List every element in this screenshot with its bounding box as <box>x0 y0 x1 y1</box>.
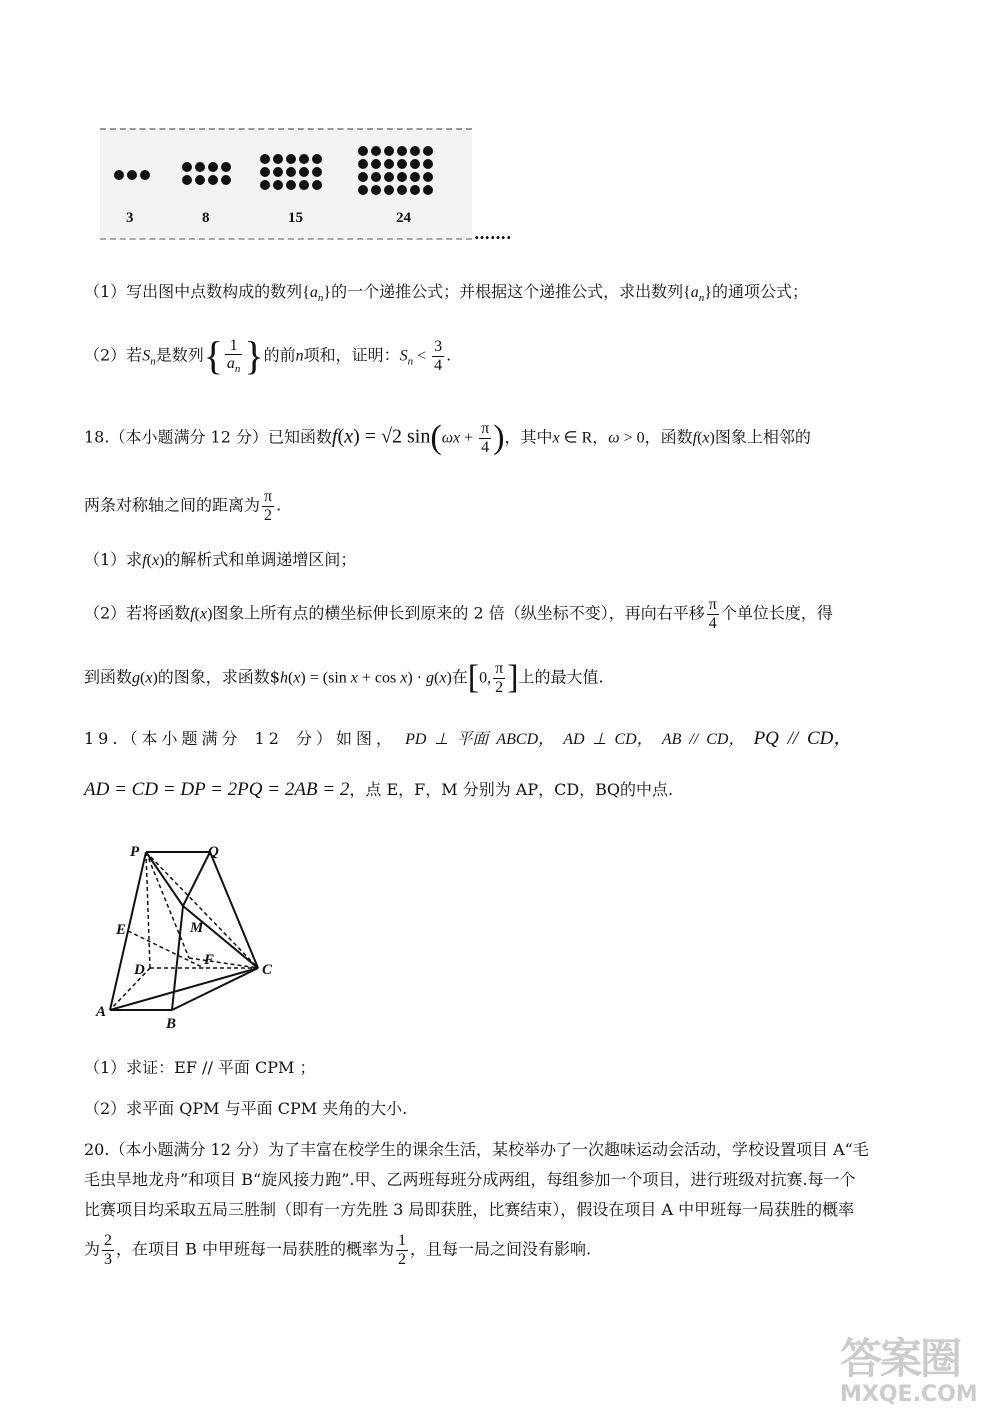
q18-p1-text: （1）求 <box>84 550 143 569</box>
fraction-pi-4: $\frac{\pi}{4}$ <box>708 596 717 632</box>
interval-start: 0, <box>479 669 492 687</box>
q19-part1: （1）求证：EF // 平面 CPM ； <box>84 1058 316 1077</box>
q19-line1 <box>84 727 852 752</box>
q17-part1: （1）写出图中点数构成的数列$\{a_n\}$的一个递推公式；并根据这个递推公式，求出数列$\{a_n\}$的通项公式； <box>84 282 808 304</box>
pattern-dot <box>384 146 394 156</box>
vertex-label: P <box>130 844 140 860</box>
pyramid-figure <box>90 836 290 1030</box>
pattern-dot <box>397 159 407 169</box>
fraction-2-3: $\frac{2}{3}$ <box>104 1232 113 1268</box>
dot-count-label: 8 <box>202 210 210 226</box>
sequence-a: a <box>309 284 318 301</box>
q19-condition: PQ // CD， <box>753 728 853 749</box>
dot-count-label: 3 <box>126 210 134 226</box>
q18-text: ，函数 <box>644 427 693 447</box>
pattern-dot <box>286 180 296 190</box>
q19-condition: AB // CD， <box>661 731 745 748</box>
dot-count-label: 15 <box>288 210 303 226</box>
vertex-label: F <box>204 952 215 968</box>
pattern-dot <box>114 170 124 180</box>
vertex-label: E <box>116 922 127 938</box>
q18-p2-text: （2）若将函数 <box>84 603 191 623</box>
vertex-label: B <box>166 1016 177 1030</box>
pattern-dot <box>260 167 270 177</box>
pattern-dot <box>195 175 205 185</box>
q18-text: 两条对称轴之间的距离为 <box>84 495 261 515</box>
pattern-dot <box>140 170 150 180</box>
q20-line1: 20.（本小题满分 12 分）为了丰富在校学生的课余生活，某校举办了一次趣味运动会活动，学校设置项目 A“毛 <box>84 1140 869 1159</box>
q18-p3-text: 的图象，求函数$ <box>157 667 280 687</box>
pattern-dot <box>410 159 420 169</box>
pattern-dot <box>371 146 381 156</box>
pattern-dot <box>358 172 368 182</box>
pattern-dot <box>358 159 368 169</box>
pattern-dot <box>182 162 192 172</box>
fraction-pi-4: $\frac{\pi}{4}$ <box>481 420 490 456</box>
vertex-label: D <box>134 962 145 978</box>
pattern-dot <box>195 162 205 172</box>
q17-p2-text: 项和，证明： <box>303 345 400 365</box>
q19-equation: AD = CD = DP = 2PQ = 2AB = 2 <box>84 779 350 800</box>
pattern-dot <box>286 154 296 164</box>
pattern-dot <box>397 185 407 195</box>
ellipsis: ……. <box>474 224 512 243</box>
subscript-n: n <box>317 292 324 304</box>
sum-S: S <box>142 347 151 365</box>
q19-text: ，点 E，F，M 分别为 AP，CD，BQ的中点. <box>349 780 674 799</box>
q18-part2: （2）若将函数f(x)图象上所有点的横坐标伸长到原来的 2 倍（纵坐标不变），再向右平移 $\frac{\pi}{4}$ 个单位长度，得 <box>84 596 833 632</box>
q18-text: ，其中 <box>504 427 553 447</box>
fraction-pi-2: $\frac{\pi}{2}$ <box>495 660 504 696</box>
pattern-dot <box>423 185 433 195</box>
pattern-dot <box>299 180 309 190</box>
pattern-dot <box>312 167 322 177</box>
q20-line2: 毛虫旱地龙舟”和项目 B“旋风接力跑”.甲、乙两班每班分成两组，每组参加一个项目，进行班级对抗赛.每一个 <box>84 1170 856 1189</box>
q17-p2-text: （2）若 <box>84 345 143 365</box>
q17-p2-text: 的前 <box>263 345 296 365</box>
pattern-dot <box>358 185 368 195</box>
pattern-dot <box>358 146 368 156</box>
variable-n: n <box>295 347 304 365</box>
pattern-dot <box>208 162 218 172</box>
pattern-dot <box>371 185 381 195</box>
q18-head: 18.（本小题满分 12 分）已知函数 <box>84 427 332 447</box>
pattern-dot <box>423 159 433 169</box>
pattern-dot <box>286 167 296 177</box>
pattern-dot <box>299 154 309 164</box>
pattern-dot <box>410 172 420 182</box>
pattern-dot <box>299 167 309 177</box>
pattern-dot <box>182 175 192 185</box>
q19-line2 <box>84 778 673 802</box>
pattern-dot <box>384 185 394 195</box>
vertex-label: M <box>190 920 204 936</box>
vertex-label: C <box>262 962 273 978</box>
fraction-pi-2: $\frac{\pi}{2}$ <box>264 488 273 524</box>
q19-part2: （2）求平面 QPM 与平面 CPM 夹角的大小. <box>84 1099 408 1118</box>
pattern-dot <box>384 172 394 182</box>
q20-text: ，在项目 B 中甲班每一局获胜的概率为 <box>116 1239 394 1259</box>
pattern-dot <box>273 154 283 164</box>
q20-text: 为 <box>84 1239 101 1259</box>
subscript-n: n <box>698 292 705 304</box>
q18-line1: 18.（本小题满分 12 分）已知函数f(x) = √2 sin(ωx + $\frac{\pi}{4}$ )，其中x ∈ R，ω > 0，函数f(x)图象上相邻的 <box>84 419 811 457</box>
q17-p2-text: 是数列 <box>155 345 204 365</box>
vertex-label: Q <box>208 844 219 860</box>
q20-line3: 比赛项目均采取五局三胜制（即有一方先胜 3 局即获胜，比赛结束），假设在项目 A 中甲班每一局获胜的概率 <box>84 1200 855 1219</box>
q18-text: 图象上相邻的 <box>714 427 811 447</box>
q19-condition: PD ⊥ 平面 ABCD， <box>405 731 555 748</box>
q18-p3-text: 在 <box>451 667 468 687</box>
q18-part1: （1）求f(x)的解析式和单调递增区间； <box>84 550 357 569</box>
q17-p1-text: （1）写出图中点数构成的数列 <box>84 282 303 301</box>
q17-p1-text: 的通项公式； <box>711 282 808 301</box>
q18-line2: 两条对称轴之间的距离为 $\frac{\pi}{2}$ . <box>84 488 282 524</box>
pattern-dot <box>221 175 231 185</box>
pattern-dot <box>423 172 433 182</box>
pattern-dot <box>260 154 270 164</box>
pattern-dot <box>397 172 407 182</box>
fraction-1-over-an: $\frac{1}{a_n}$ <box>226 336 241 376</box>
q20-line4 <box>84 1232 591 1268</box>
q18-part2-cont: 到函数g(x)的图象，求函数$h(x) = (sin x + cos x) · g(x)在[0, $\frac{\pi}{2}$ ]上的最大值. <box>84 659 604 697</box>
vertex-label: A <box>96 1004 107 1020</box>
pattern-dot <box>410 185 420 195</box>
pattern-dot <box>312 154 322 164</box>
subscript-n: n <box>150 355 156 368</box>
pattern-dot <box>371 159 381 169</box>
sequence-a: a <box>690 284 699 301</box>
q19-condition: AD ⊥ CD， <box>563 731 653 748</box>
pattern-dot <box>127 170 137 180</box>
pattern-dot <box>384 159 394 169</box>
pattern-dot <box>371 172 381 182</box>
q18-p3-text: 到函数 <box>84 667 133 687</box>
pattern-dot <box>208 175 218 185</box>
dot-pattern-figure <box>100 128 472 240</box>
q17-p1-text: 的一个递推公式；并根据这个递推公式，求出数列 <box>331 282 684 301</box>
dot-count-label: 24 <box>396 210 411 226</box>
fraction-3-4: $\frac{3}{4}$ <box>434 337 443 374</box>
fraction-1-2: $\frac{1}{2}$ <box>397 1232 406 1268</box>
pattern-dot <box>410 146 420 156</box>
q18-p2-text: 个单位长度，得 <box>720 603 833 623</box>
pattern-dot <box>397 146 407 156</box>
q17-part2: （2）若$S_n$是数列{ $\frac{1}{a_n}$ }的前n项和，证明：$S_n$ < $\frac{3}{4}$ . <box>84 333 452 378</box>
q20-text: ，且每一局之间没有影响. <box>409 1239 592 1259</box>
pattern-dot <box>312 180 322 190</box>
q19-head: 19.（本小题满分 12 分）如图， <box>84 729 396 748</box>
pattern-dot <box>273 180 283 190</box>
q18-p2-text: 图象上所有点的横坐标伸长到原来的 2 倍（纵坐标不变），再向右平移 <box>212 603 705 623</box>
pattern-dot <box>273 167 283 177</box>
q18-p3-text: 上的最大值. <box>518 667 604 687</box>
pattern-dot <box>260 180 270 190</box>
q18-p1-text: 的解析式和单调递增区间； <box>164 550 357 569</box>
pattern-dot <box>423 146 433 156</box>
watermark-logo: 答案圈 MXQE.COM <box>840 1334 978 1407</box>
pattern-dot <box>221 162 231 172</box>
